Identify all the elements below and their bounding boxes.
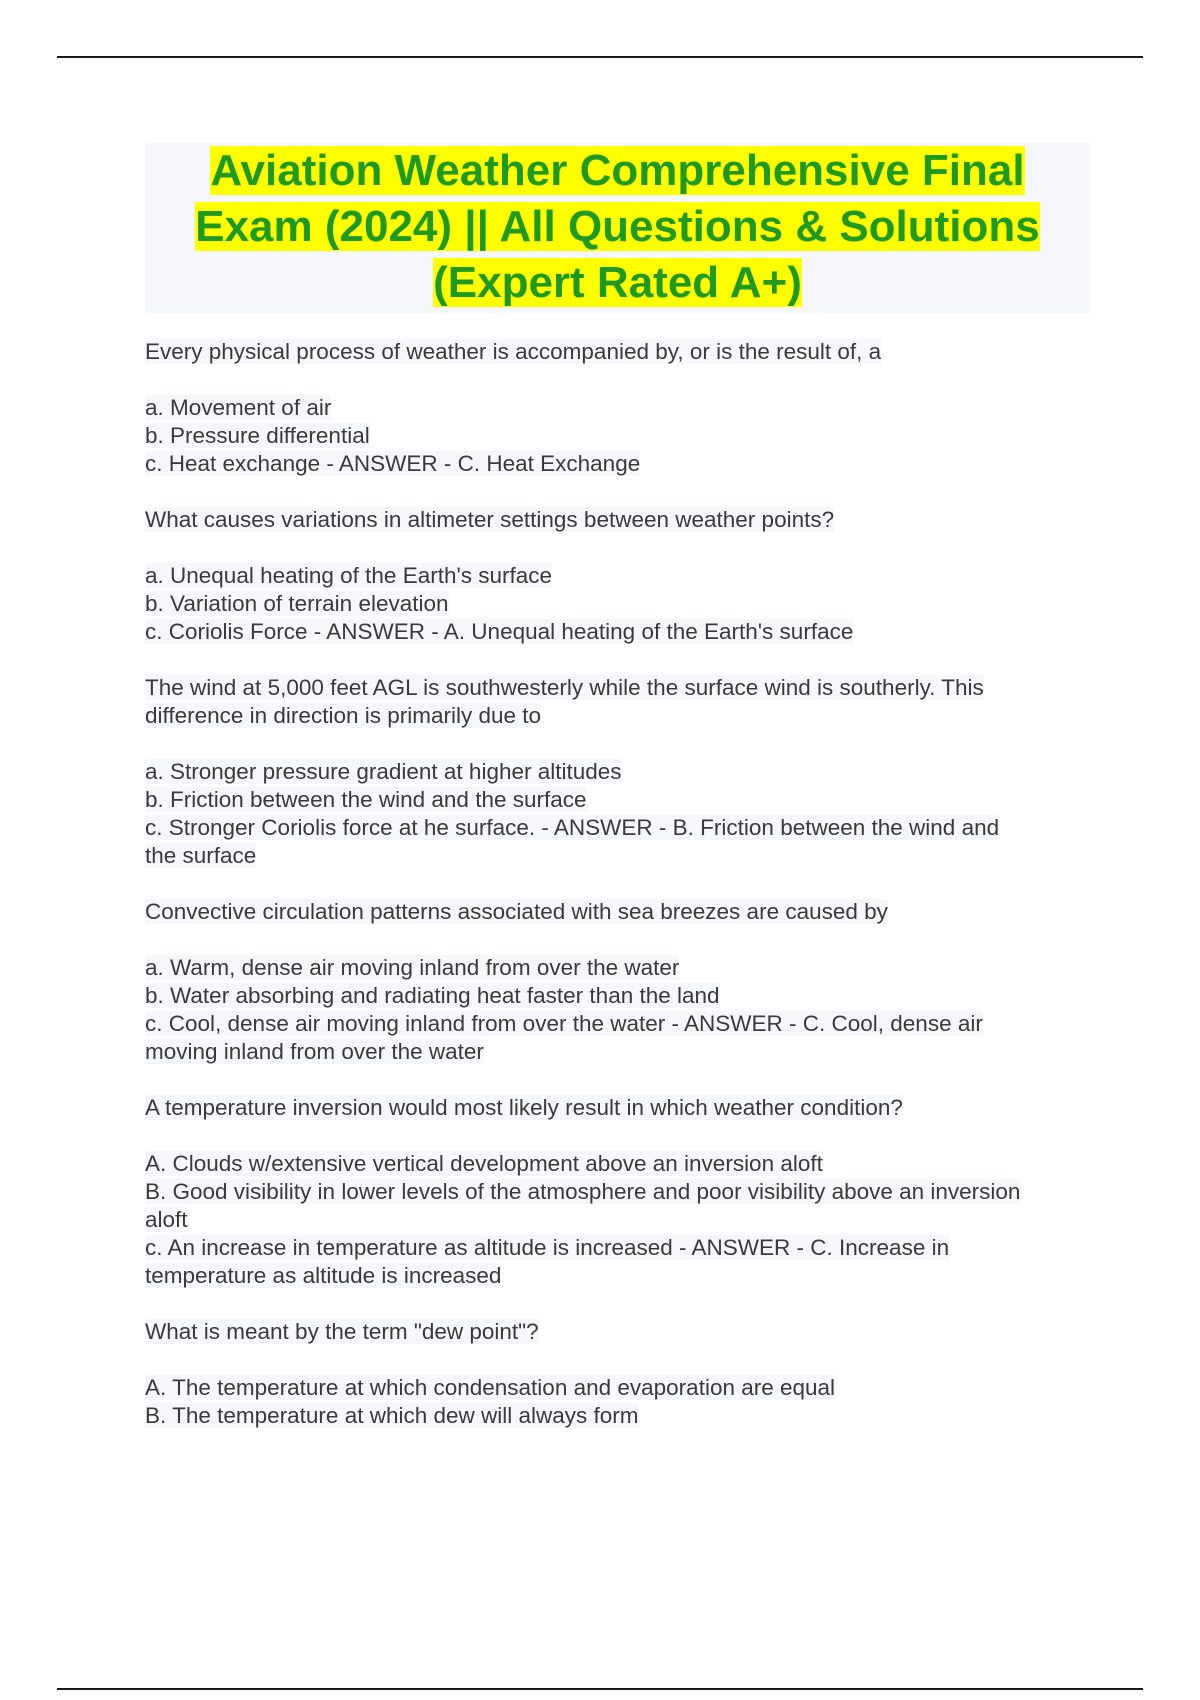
- answer-options: [145, 1374, 1090, 1430]
- question-line: difference in direction is primarily due to: [145, 703, 542, 728]
- answer-option: temperature as altitude is increased: [145, 1263, 502, 1288]
- answer-option: c. Heat exchange - ANSWER - C. Heat Exchange: [145, 451, 641, 476]
- question-text: [145, 674, 1090, 730]
- answer-option: aloft: [145, 1207, 188, 1232]
- answer-options: [145, 1150, 1090, 1290]
- answer-options: [145, 394, 1090, 478]
- title-line-3: (Expert Rated A+): [433, 258, 802, 307]
- answer-option: A. The temperature at which condensation and evaporation are equal: [145, 1375, 836, 1400]
- question-line: A temperature inversion would most likely result in which weather condition?: [145, 1095, 903, 1120]
- answer-option: a. Unequal heating of the Earth's surface: [145, 563, 553, 588]
- top-rule: [57, 56, 1143, 58]
- answer-option: A. Clouds w/extensive vertical development above an inversion aloft: [145, 1151, 823, 1176]
- question-list: [145, 338, 1090, 1458]
- document-title: [145, 143, 1090, 313]
- question-text: [145, 898, 1090, 926]
- answer-option: c. Cool, dense air moving inland from over the water - ANSWER - C. Cool, dense air: [145, 1011, 983, 1036]
- answer-option: b. Friction between the wind and the surface: [145, 787, 587, 812]
- question-line: Every physical process of weather is accompanied by, or is the result of, a: [145, 339, 882, 364]
- answer-option: c. Coriolis Force - ANSWER - A. Unequal heating of the Earth's surface: [145, 619, 854, 644]
- answer-option: a. Warm, dense air moving inland from over the water: [145, 955, 680, 980]
- answer-option: B. Good visibility in lower levels of the atmosphere and poor visibility above an inversion: [145, 1179, 1021, 1204]
- answer-options: [145, 562, 1090, 646]
- question-line: What is meant by the term "dew point"?: [145, 1319, 539, 1344]
- question-text: [145, 506, 1090, 534]
- answer-options: [145, 954, 1090, 1066]
- answer-option: the surface: [145, 843, 257, 868]
- answer-option: a. Stronger pressure gradient at higher altitudes: [145, 759, 622, 784]
- answer-option: b. Pressure differential: [145, 423, 370, 448]
- question-line: Convective circulation patterns associated with sea breezes are caused by: [145, 899, 888, 924]
- answer-option: moving inland from over the water: [145, 1039, 484, 1064]
- answer-option: b. Variation of terrain elevation: [145, 591, 449, 616]
- question-line: What causes variations in altimeter settings between weather points?: [145, 507, 835, 532]
- question-line: The wind at 5,000 feet AGL is southwesterly while the surface wind is southerly. This: [145, 675, 984, 700]
- question-text: [145, 338, 1090, 366]
- title-line-1: Aviation Weather Comprehensive Final: [210, 146, 1025, 195]
- bottom-rule: [57, 1688, 1143, 1690]
- answer-option: b. Water absorbing and radiating heat faster than the land: [145, 983, 720, 1008]
- title-line-2: Exam (2024) || All Questions & Solutions: [195, 202, 1040, 251]
- question-text: [145, 1094, 1090, 1122]
- answer-option: c. Stronger Coriolis force at he surface. - ANSWER - B. Friction between the wind and: [145, 815, 1000, 840]
- answer-option: B. The temperature at which dew will always form: [145, 1403, 639, 1428]
- answer-option: a. Movement of air: [145, 395, 332, 420]
- answer-options: [145, 758, 1090, 870]
- answer-option: c. An increase in temperature as altitude is increased - ANSWER - C. Increase in: [145, 1235, 950, 1260]
- question-text: [145, 1318, 1090, 1346]
